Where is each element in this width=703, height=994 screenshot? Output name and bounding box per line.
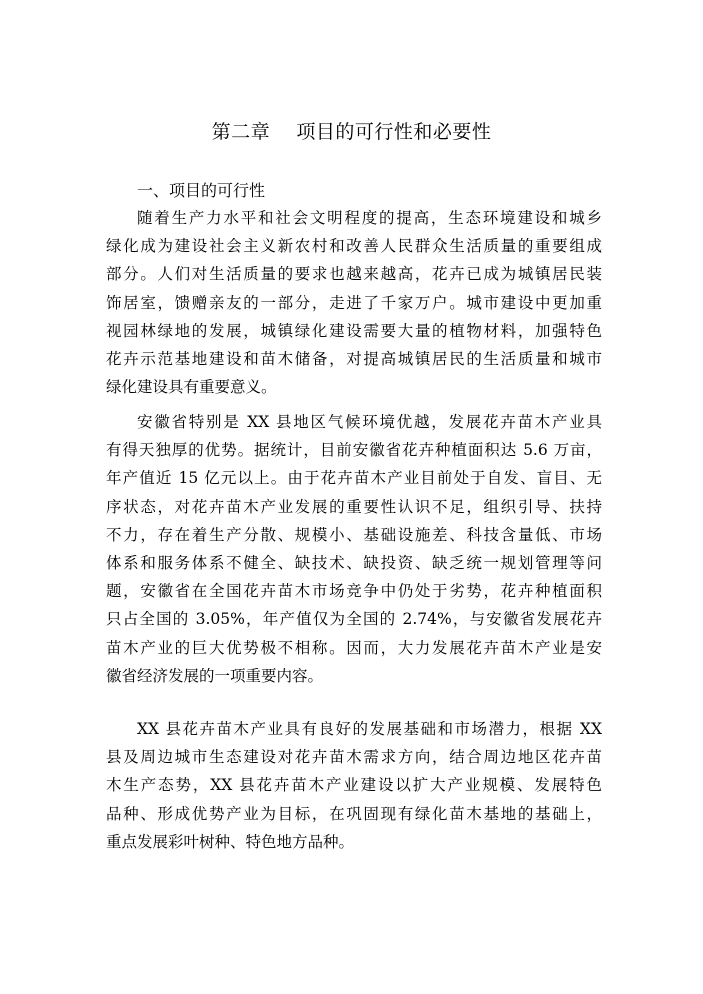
paragraph-line: 部分。人们对生活质量的要求也越来越高，花卉已成为城镇居民装 (106, 265, 602, 284)
chapter-title: 第二章 项目的可行性和必要性 (211, 121, 492, 143)
paragraph-line: 安徽省特别是 XX 县地区气候环境优越，发展花卉苗木产业具 (137, 413, 602, 431)
paragraph-line: 重点发展彩叶树种、特色地方品种。 (106, 832, 355, 851)
paragraph-line: 随着生产力水平和社会文明程度的提高，生态环境建设和城乡 (137, 209, 602, 227)
paragraph-2 (106, 408, 602, 690)
paragraph-line: 花卉示范基地建设和苗木储备，对提高城镇居民的生活质量和城市 (106, 349, 602, 368)
paragraph-line: 序状态，对花卉苗木产业发展的重要性认识不足，组织引导、扶持 (106, 497, 602, 516)
paragraph-1 (106, 204, 602, 401)
paragraph-line: 体系和服务体系不健全、缺技术、缺投资、缺乏统一规划管理等问 (106, 553, 602, 572)
paragraph-line: 县及周边城市生态建设对花卉苗木需求方向，结合周边地区花卉苗 (106, 748, 602, 767)
paragraph-line: XX 县花卉苗木产业具有良好的发展基础和市场潜力，根据 XX (137, 720, 602, 738)
paragraph-line: 绿化成为建设社会主义新农村和改善人民群众生活质量的重要组成 (106, 237, 602, 256)
paragraph-line: 木生产态势，XX 县花卉苗木产业建设以扩大产业规模、发展特色 (106, 776, 602, 795)
paragraph-line: 不力，存在着生产分散、规模小、基础设施差、科技含量低、市场 (106, 525, 602, 544)
paragraph-line: 饰居室，馈赠亲友的一部分，走进了千家万户。城市建设中更加重 (106, 293, 602, 312)
paragraph-line: 徽省经济发展的一项重要内容。 (106, 666, 324, 685)
paragraph-line: 年产值近 15 亿元以上。由于花卉苗木产业目前处于自发、盲目、无 (106, 469, 602, 488)
paragraph-line: 只占全国的 3.05%，年产值仅为全国的 2.74%，与安徽省发展花卉 (106, 610, 602, 629)
paragraph-line: 有得天独厚的优势。据统计，目前安徽省花卉种植面积达 5.6 万亩， (106, 441, 602, 460)
paragraph-line: 品种、形成优势产业为目标，在巩固现有绿化苗木基地的基础上， (106, 804, 602, 823)
section-heading: 一、项目的可行性 (137, 181, 266, 200)
paragraph-3 (106, 715, 602, 856)
paragraph-line: 苗木产业的巨大优势极不相称。因而，大力发展花卉苗木产业是安 (106, 638, 602, 657)
paragraph-line: 视园林绿地的发展，城镇绿化建设需要大量的植物材料，加强特色 (106, 321, 602, 340)
paragraph-line: 题，安徽省在全国花卉苗木市场竞争中仍处于劣势，花卉种植面积 (106, 582, 602, 601)
paragraph-line: 绿化建设具有重要意义。 (106, 378, 277, 397)
